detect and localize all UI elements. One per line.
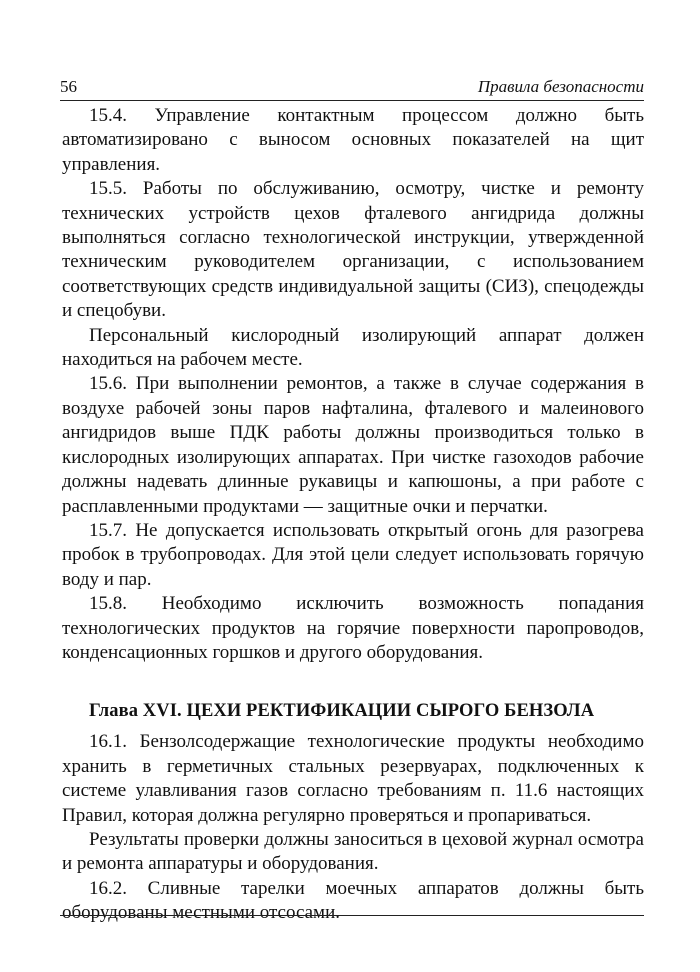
page-header xyxy=(60,74,644,101)
paragraph-16-1: 16.1. Бензолсодержащие технологические продукты необходимо хранить в герметичных стальных резервуарах, подключенных к системе улавливания газов согласно требованиям п. 11.6 настоящих Правил, которая должна регулярно проверяться и пропариваться. xyxy=(62,731,644,826)
paragraph-15-7: 15.7. Не допускается использовать открытый огонь для разогрева пробок в трубопроводах. Для этой цели следует использовать горячую воду и пар. xyxy=(62,519,644,590)
body-text xyxy=(62,104,644,926)
paragraph-16-2: 16.2. Сливные тарелки моечных аппаратов должны быть оборудованы местными отсосами. xyxy=(62,877,644,924)
paragraph-inspection-results: Результаты проверки должны заноситься в цеховой журнал осмотра и ремонта аппаратуры и оборудования. xyxy=(62,828,644,875)
paragraph-15-8: 15.8. Необходимо исключить возможность попадания технологических продуктов на горячие поверхности паропроводов, конденсационных горшков и другого оборудования. xyxy=(62,593,644,663)
paragraph-15-5: 15.5. Работы по обслуживанию, осмотру, чистке и ремонту технических устройств цехов фталевого ангидрида должны выполняться согласно технологической инструкции, утвержденной техническим руководителем организации, с использованием соответствующих средств индивидуальной защиты (СИЗ), спецодежды и спецобуви. xyxy=(62,178,644,322)
chapter-heading: Глава XVI. ЦЕХИ РЕКТИФИКАЦИИ СЫРОГО БЕНЗОЛА xyxy=(89,701,595,722)
footer-rule xyxy=(60,915,644,916)
paragraph-breathing-apparatus: Персональный кислородный изолирующий аппарат должен находиться на рабочем месте. xyxy=(62,324,644,371)
paragraph-15-4: 15.4. Управление контактным процессом должно быть автоматизировано с выносом основных показателей на щит управления. xyxy=(62,105,644,175)
paragraph-15-6: 15.6. При выполнении ремонтов, а также в случае содержания в воздухе рабочей зоны паров нафталина, фталевого и малеинового ангидридов выше ПДК работы должны производиться только в кислородных изолирующих аппаратах. При чистке газоходов рабочие должны надевать длинные рукавицы и капюшоны, а при работе с расплавленными продуктами — защитные очки и перчатки. xyxy=(62,373,644,517)
page-number: 56 xyxy=(60,77,77,96)
running-title: Правила безопасности xyxy=(477,77,644,96)
